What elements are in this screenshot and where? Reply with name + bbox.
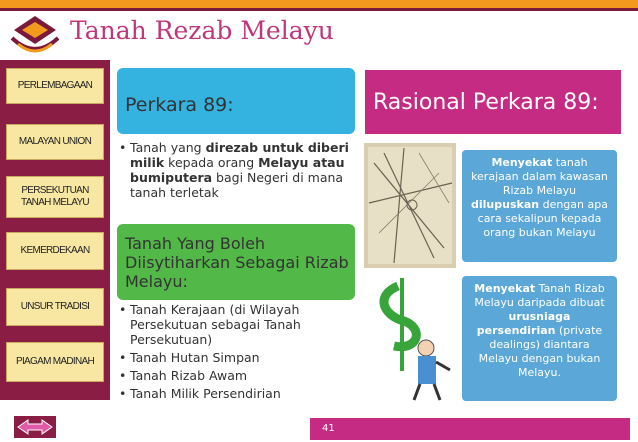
sidebar-item-piagam-madinah[interactable]: PIAGAM MADINAH [6, 342, 104, 382]
rizab-list [119, 302, 369, 404]
rizab-heading: Tanah Yang Boleh Diisytiharkan Sebagai Rizab Melayu: [125, 234, 349, 291]
sidebar-item-perlembagaan[interactable]: PERLEMBAGAAN [6, 68, 104, 104]
money-cartoon-image [364, 276, 456, 406]
sidebar-item-malayan-union[interactable]: MALAYAN UNION [6, 124, 104, 160]
rizab-box [117, 224, 355, 300]
perkara-89-box [117, 68, 355, 134]
university-logo-icon [6, 14, 64, 58]
list-item: • Tanah Rizab Awam [119, 368, 369, 383]
rasional-card-2: Menyekat Tanah Rizab Melayu daripada dibuat urusniaga persendirian (private dealings) diantara Melayu dengan bukan Melayu. [462, 276, 617, 401]
rasional-box [365, 70, 621, 134]
list-item: • Tanah Hutan Simpan [119, 350, 369, 365]
sidebar-item-kemerdekaan[interactable]: KEMERDEKAAN [6, 232, 104, 270]
page-number: 41 [322, 423, 335, 434]
sidebar-item-persekutuan-tanah-melayu[interactable]: PERSEKUTUAN TANAH MELAYU [6, 176, 104, 218]
sidebar [0, 60, 110, 400]
double-arrow-icon[interactable] [14, 416, 56, 438]
page-title: Tanah Rezab Melayu [70, 16, 334, 45]
sidebar-item-unsur-tradisi[interactable]: UNSUR TRADISI [6, 288, 104, 326]
list-item: • Tanah Kerajaan (di Wilayah Persekutuan sebagai Tanah Persekutuan) [119, 302, 369, 347]
perkara-89-heading: Perkara 89: [125, 94, 234, 116]
top-stripe [0, 0, 638, 8]
rasional-card-1: Menyekat tanah kerajaan dalam kawasan Rizab Melayu dilupuskan dengan apa cara sekalipun kepada orang bukan Melayu [462, 150, 617, 262]
rasional-heading: Rasional Perkara 89: [373, 90, 599, 115]
list-item: • Tanah Milik Persendirian [119, 386, 369, 401]
land-map-image [364, 143, 456, 268]
footer-bar [310, 418, 630, 440]
list-item: • Tanah yang direzab untuk diberi milik kepada orang Melayu atau bumiputera bagi Negeri di mana tanah terletak [119, 140, 369, 200]
top-stripe-dark [0, 8, 638, 11]
perkara-89-list [119, 140, 369, 203]
